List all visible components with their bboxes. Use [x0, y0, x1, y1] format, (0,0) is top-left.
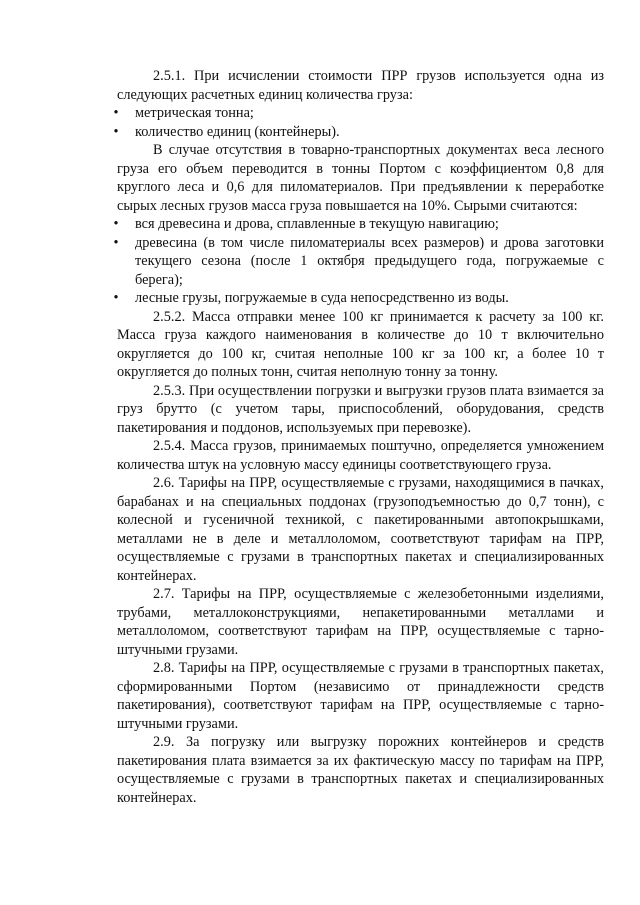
bullet-icon: • — [113, 290, 119, 306]
paragraph-2-5-1: 2.5.1. При исчислении стоимости ПРР грузов используется одна из следующих расчетных единиц количества груза: — [117, 68, 604, 103]
bullet-icon: • — [113, 216, 119, 232]
paragraph-conversion: В случае отсутствия в товарно-транспортных документах веса лесного груза его объем переводится в тонны Портом с коэффициентом 0,8 для круглого леса и 0,6 для пиломатериалов. При предъявлении к переработке сырых лесных грузов масса груза повышается на 10%. Сырыми считаются: — [117, 142, 604, 214]
document-page — [113, 67, 604, 807]
bullet-icon: • — [113, 234, 119, 251]
list-item: • лесные грузы, погружаемые в суда непосредственно из воды. — [117, 289, 604, 308]
list-item: • вся древесина и дрова, сплавленные в текущую навигацию; — [117, 215, 604, 234]
bullet-icon: • — [113, 105, 119, 121]
list-item: • количество единиц (контейнеры). — [117, 123, 604, 142]
paragraph-2-6: 2.6. Тарифы на ПРР, осуществляемые с грузами, находящимися в пачках, барабанах и на специальных поддонах (грузоподъемностью до 0,7 тонн), с колесной и гусеничной техникой, с пакетированными автопокрышками, металлами не в деле и металлоломом, соответствуют тарифам на ПРР, осуществляемые с грузами в транспортных пакетах и специализированных контейнерах. — [117, 475, 604, 584]
paragraph-2-9: 2.9. За погрузку или выгрузку порожних контейнеров и средств пакетирования плата взимается за их фактическую массу по тарифам на ПРР, осуществляемые с грузами в транспортных пакетах и специализированных контейнерах. — [117, 734, 604, 806]
paragraph-2-5-3: 2.5.3. При осуществлении погрузки и выгрузки грузов плата взимается за груз брутто (с учетом тары, приспособлений, оборудования, средств пакетирования и поддонов, используемых при перевозке). — [117, 382, 604, 436]
paragraph-2-7: 2.7. Тарифы на ПРР, осуществляемые с железобетонными изделиями, трубами, металлоконструкциями, непакетированными металлами и металлоломом, соответствуют тарифам на ПРР, осуществляемые с тарно-штучными грузами. — [117, 586, 604, 658]
paragraph-2-5-2: 2.5.2. Масса отправки менее 100 кг принимается к расчету за 100 кг. Масса груза каждого наименования в количестве до 10 т включительно округляется до 100 кг, считая неполные 100 кг за 100 кг, а более 10 т округляется до полных тонн, считая неполную тонну за тонну. — [117, 308, 604, 380]
raw-cargo-list — [113, 215, 604, 308]
bullet-icon: • — [113, 123, 119, 140]
units-list — [113, 104, 604, 141]
list-item: • древесина (в том числе пиломатериалы всех размеров) и дрова заготовки текущего сезона (после 1 октября предыдущего года, погружаемые с берега); — [117, 234, 604, 290]
paragraph-2-5-4: 2.5.4. Масса грузов, принимаемых поштучно, определяется умножением количества штук на условную массу единицы соответствующего груза. — [117, 438, 604, 473]
list-item: • метрическая тонна; — [117, 104, 604, 123]
paragraph-2-8: 2.8. Тарифы на ПРР, осуществляемые с грузами в транспортных пакетах, сформированными Портом (независимо от принадлежности средств пакетирования), соответствуют тарифам на ПРР, осуществляемые с тарно-штучными грузами. — [117, 660, 604, 732]
